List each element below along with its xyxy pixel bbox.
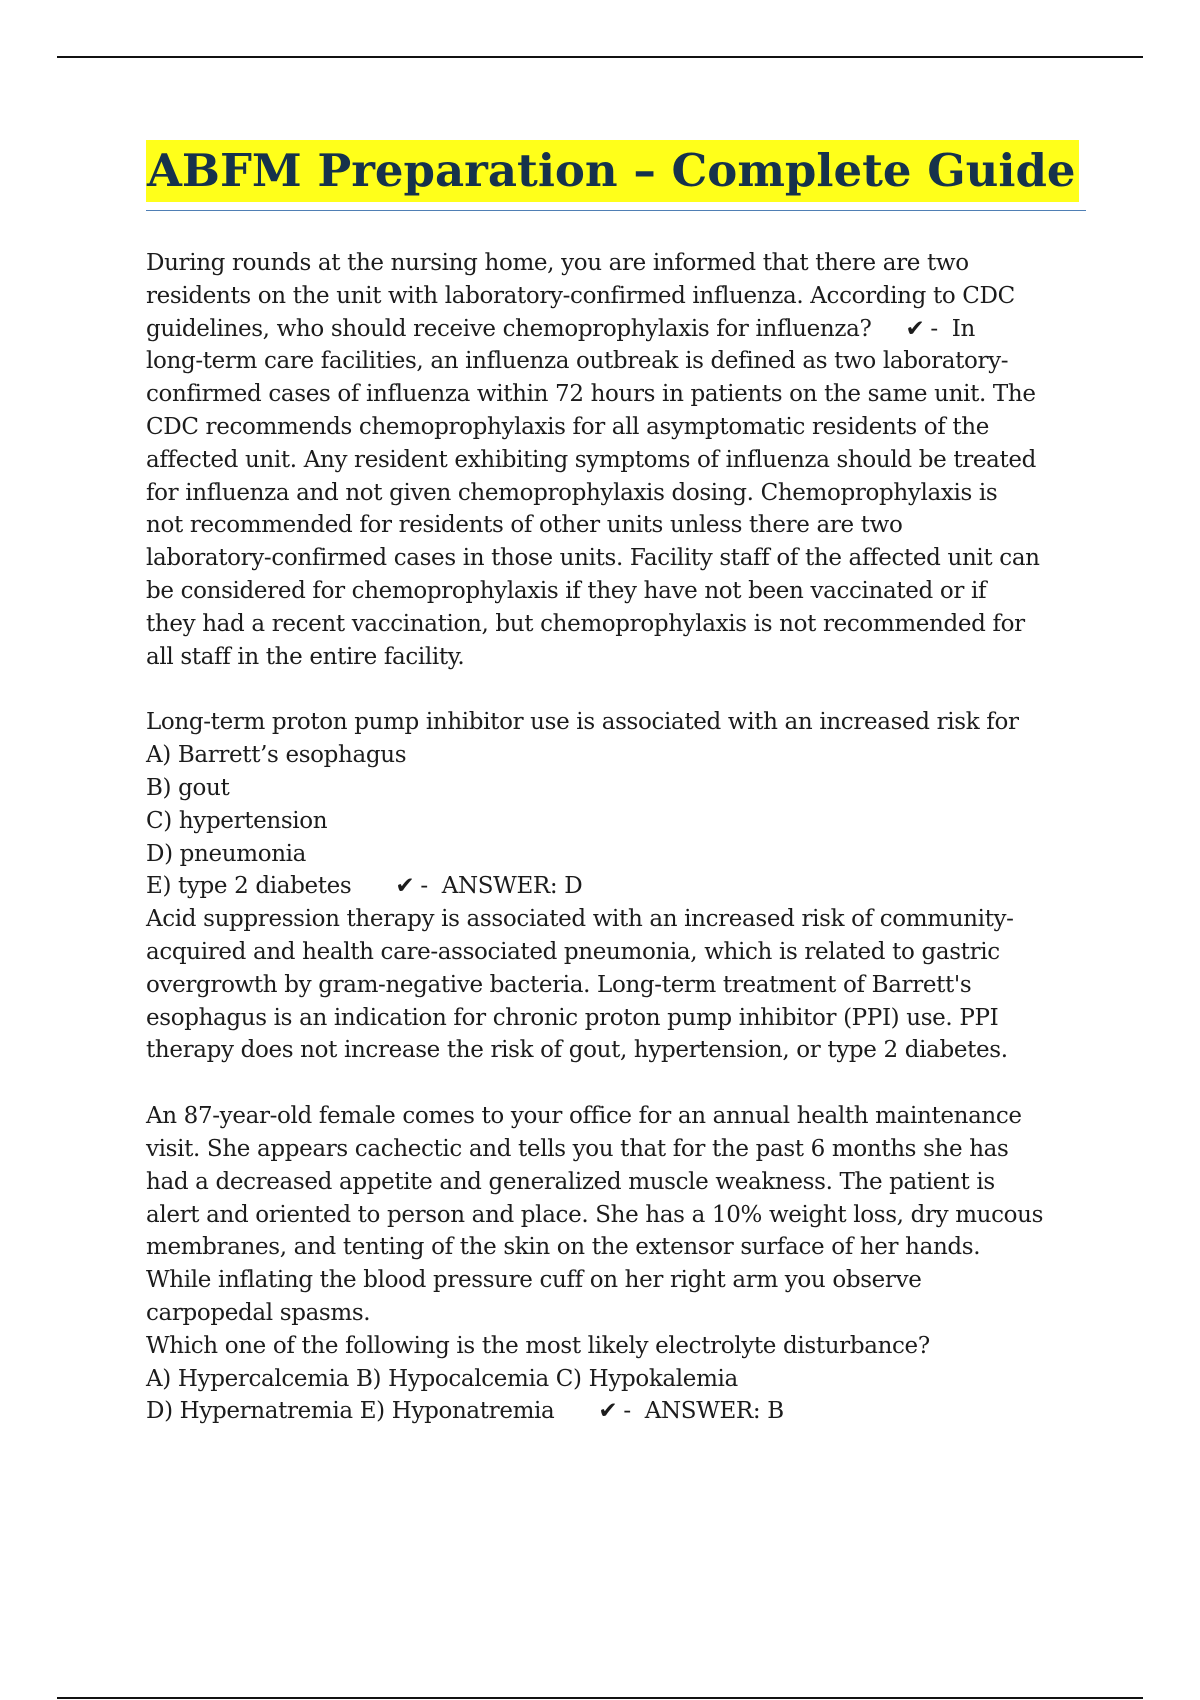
question-1: [146, 247, 1086, 673]
check-mark-icon: ✔: [598, 1398, 618, 1425]
q3-stem-line: alert and oriented to person and place. She has a 10% weight loss, dry mucous: [146, 1201, 1044, 1228]
title-block: [146, 140, 1086, 211]
q1-answer-line: long-term care facilities, an influenza outbreak is defined as two laboratory-: [146, 348, 1009, 375]
q2-explanation-line: acquired and health care-associated pneumonia, which is related to gastric: [146, 938, 1000, 965]
q1-question-end: guidelines, who should receive chemoprophylaxis for influenza?: [146, 315, 872, 342]
top-rule: [57, 56, 1143, 58]
q1-answer-line: all staff in the entire facility.: [146, 643, 465, 670]
bottom-rule: [57, 1697, 1143, 1699]
q2-last-option: E) type 2 diabetes: [146, 873, 352, 900]
q1-line: residents on the unit with laboratory-confirmed influenza. According to CDC: [146, 282, 1015, 309]
q1-answer-line: confirmed cases of influenza within 72 hours in patients on the same unit. The: [146, 381, 1036, 408]
q2-explanation-line: esophagus is an indication for chronic proton pump inhibitor (PPI) use. PPI: [146, 1004, 999, 1031]
q3-last-options: D) Hypernatremia E) Hyponatremia: [146, 1398, 555, 1425]
question-3: [146, 1100, 1086, 1428]
q3-stem-line: visit. She appears cachectic and tells you that for the past 6 months she has: [146, 1135, 1009, 1162]
q3-stem-line: Which one of the following is the most likely electrolyte disturbance?: [146, 1332, 930, 1359]
q3-stem-line: carpopedal spasms.: [146, 1299, 371, 1326]
q1-answer-line: CDC recommends chemoprophylaxis for all asymptomatic residents of the: [146, 413, 990, 440]
q2-option: A) Barrett’s esophagus: [146, 742, 407, 769]
q2-stem: Long-term proton pump inhibitor use is associated with an increased risk for: [146, 709, 1019, 736]
q1-answer-line: laboratory-confirmed cases in those units. Facility staff of the affected unit can: [146, 545, 1040, 572]
q3-stem-line: An 87-year-old female comes to your office for an annual health maintenance: [146, 1103, 1022, 1130]
q2-explanation-line: therapy does not increase the risk of gout, hypertension, or type 2 diabetes.: [146, 1037, 1008, 1064]
q2-option: D) pneumonia: [146, 840, 307, 867]
q1-question-end-line: [146, 313, 1086, 346]
q2-explanation-line: overgrowth by gram-negative bacteria. Long-term treatment of Barrett's: [146, 971, 972, 998]
dash-separator: -: [420, 873, 428, 900]
q1-answer-start: In: [951, 315, 975, 342]
dash-separator: -: [623, 1398, 631, 1425]
document-body: [146, 140, 1086, 1428]
check-mark-icon: ✔: [905, 315, 925, 342]
check-mark-icon: ✔: [395, 873, 415, 900]
q1-answer-line: affected unit. Any resident exhibiting symptoms of influenza should be treated: [146, 446, 1037, 473]
q2-answer: ANSWER: D: [441, 873, 583, 900]
q3-stem-line: membranes, and tenting of the skin on the extensor surface of her hands.: [146, 1234, 981, 1261]
q1-answer-line: for influenza and not given chemoprophylaxis dosing. Chemoprophylaxis is: [146, 479, 998, 506]
q1-answer-line: they had a recent vaccination, but chemoprophylaxis is not recommended for: [146, 610, 1025, 637]
question-2: [146, 706, 1086, 1067]
q2-option: C) hypertension: [146, 807, 328, 834]
q2-option: B) gout: [146, 774, 230, 801]
q1-answer-line: not recommended for residents of other units unless there are two: [146, 512, 903, 539]
q1-line: During rounds at the nursing home, you are informed that there are two: [146, 250, 969, 276]
paragraph-gap: [146, 673, 1086, 706]
q1-answer-line: be considered for chemoprophylaxis if they have not been vaccinated or if: [146, 577, 987, 604]
q2-last-option-line: [146, 870, 1086, 903]
q3-stem-line: While inflating the blood pressure cuff on her right arm you observe: [146, 1267, 922, 1294]
q3-stem-line: had a decreased appetite and generalized muscle weakness. The patient is: [146, 1168, 995, 1195]
q2-explanation-line: Acid suppression therapy is associated with an increased risk of community-: [146, 906, 1014, 933]
q3-last-line: [146, 1395, 1086, 1428]
page-title: ABFM Preparation – Complete Guide: [146, 140, 1079, 202]
q3-answer: ANSWER: B: [644, 1398, 784, 1425]
paragraph-gap: [146, 1067, 1086, 1100]
q3-stem-line: A) Hypercalcemia B) Hypocalcemia C) Hypokalemia: [146, 1365, 738, 1392]
dash-separator: -: [930, 315, 938, 342]
